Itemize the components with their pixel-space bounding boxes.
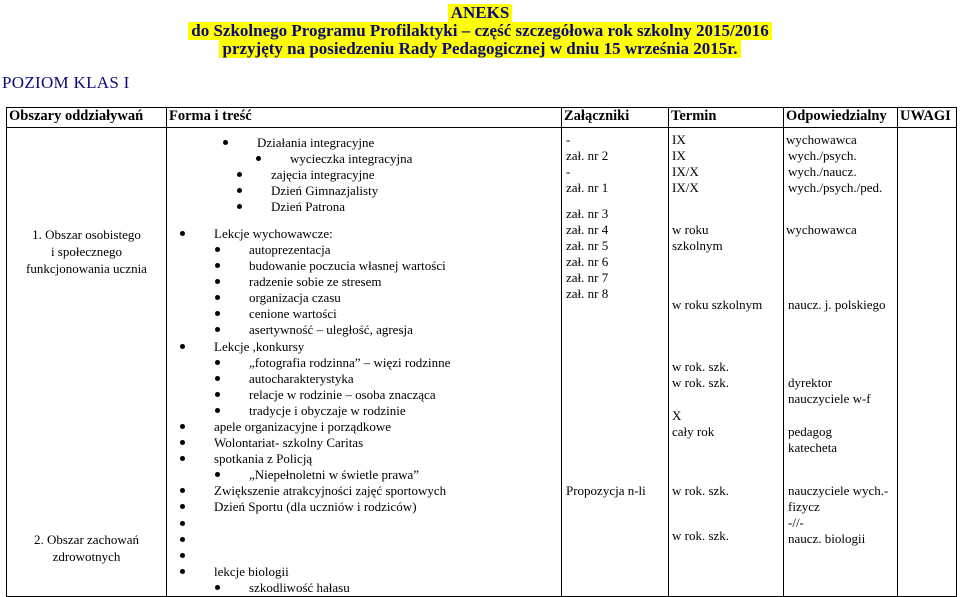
attachment-item: zał. nr 6 bbox=[566, 254, 609, 269]
terms-cell bbox=[669, 128, 784, 597]
form-item: „fotografia rodzinna” – więzi rodzinne bbox=[249, 355, 451, 370]
form-item: spotkania z Policją bbox=[214, 451, 313, 466]
area-1-line-2: i społecznego bbox=[50, 244, 123, 259]
term-item: w rok. szk. bbox=[672, 359, 730, 374]
form-item: Zwiększenie atrakcyjności zajęć sportowych bbox=[214, 483, 447, 498]
bullet-icon bbox=[215, 472, 220, 477]
bullet-icon bbox=[215, 295, 220, 300]
document-subtitle-2: przyjęty na posiedzeniu Rady Pedagogicznej w dniu 15 września 2015r. bbox=[219, 40, 740, 58]
bullet-icon bbox=[180, 231, 185, 236]
form-item: relacje w rodzinie – osoba znacząca bbox=[249, 387, 436, 402]
area-2-line-2: zdrowotnych bbox=[52, 549, 121, 564]
attachment-item: - bbox=[566, 132, 571, 147]
bullet-icon bbox=[237, 204, 242, 209]
form-item: budowanie poczucia własnej wartości bbox=[249, 258, 446, 273]
responsible-item: naucz. biologii bbox=[788, 531, 866, 546]
bullet-icon bbox=[180, 456, 185, 461]
responsible-item: nauczyciele wych.- bbox=[788, 483, 889, 498]
term-item: w rok. szk. bbox=[672, 528, 730, 543]
header-term: Termin bbox=[669, 108, 784, 128]
area-1-line-3: funkcjonowania ucznia bbox=[26, 261, 147, 276]
form-item: wycieczka integracyjna bbox=[290, 151, 413, 166]
form-item: tradycje i obyczaje w rodzinie bbox=[249, 403, 406, 418]
form-item: Lekcje wychowawcze: bbox=[214, 226, 333, 241]
program-table bbox=[6, 107, 957, 597]
bullet-icon bbox=[223, 140, 228, 145]
bullet-icon bbox=[237, 188, 242, 193]
bullet-icon bbox=[180, 569, 185, 574]
form-item: autocharakterystyka bbox=[249, 371, 354, 386]
term-item: szkolnym bbox=[672, 238, 723, 253]
area-1-line-1: 1. Obszar osobistego bbox=[32, 227, 141, 242]
responsible-item: fizycz bbox=[788, 499, 820, 514]
attachment-item: zał. nr 8 bbox=[566, 286, 609, 301]
header-attachments: Załączniki bbox=[562, 108, 669, 128]
bullet-icon bbox=[215, 408, 220, 413]
bullet-icon bbox=[215, 247, 220, 252]
form-item: asertywność – uległość, agresja bbox=[249, 322, 413, 337]
form-item: autoprezentacja bbox=[249, 242, 331, 257]
term-item: w rok. szk. bbox=[672, 375, 730, 390]
form-item: apele organizacyjne i porządkowe bbox=[214, 419, 391, 434]
attachment-item: Propozycja n-li bbox=[566, 483, 646, 498]
area-2-line-1: 2. Obszar zachowań bbox=[33, 532, 140, 547]
bullet-icon bbox=[215, 279, 220, 284]
document-title: ANEKS bbox=[448, 4, 513, 22]
bullet-icon bbox=[215, 263, 220, 268]
term-item: w roku szkolnym bbox=[672, 297, 763, 312]
term-item: IX bbox=[672, 132, 686, 147]
responsible-item: -//- bbox=[788, 515, 804, 530]
responsible-item: wychowawca bbox=[786, 222, 857, 237]
form-item: szkodliwość hałasu bbox=[249, 580, 350, 595]
form-item: Dzień Gimnazjalisty bbox=[271, 183, 379, 198]
form-item: Wolontariat- szkolny Caritas bbox=[214, 435, 364, 450]
bullet-icon bbox=[180, 344, 185, 349]
term-item: IX/X bbox=[672, 180, 699, 195]
form-item: radzenie sobie ze stresem bbox=[249, 274, 382, 289]
responsible-item: nauczyciele w-f bbox=[788, 391, 871, 406]
bullet-icon bbox=[215, 311, 220, 316]
term-item: w roku bbox=[672, 222, 709, 237]
term-item: IX/X bbox=[672, 164, 699, 179]
form-item: lekcje biologii bbox=[214, 564, 289, 579]
responsible-item: wych./naucz. bbox=[788, 164, 857, 179]
responsible-item: katecheta bbox=[788, 440, 838, 455]
bullet-icon bbox=[180, 488, 185, 493]
header-notes: UWAGI bbox=[898, 108, 957, 128]
responsible-cell bbox=[784, 128, 898, 597]
attachment-item: zał. nr 1 bbox=[566, 180, 609, 195]
attachment-item: zał. nr 3 bbox=[566, 206, 609, 221]
responsible-item: naucz. j. polskiego bbox=[788, 297, 886, 312]
bullet-icon bbox=[180, 424, 185, 429]
form-item: zajęcia integracyjne bbox=[271, 167, 375, 182]
areas-cell bbox=[7, 128, 167, 597]
document-header bbox=[0, 4, 960, 58]
document-subtitle-1: do Szkolnego Programu Profilaktyki – część szczegółowa rok szkolny 2015/2016 bbox=[188, 22, 772, 40]
bullet-icon bbox=[180, 553, 185, 558]
term-item: X bbox=[672, 408, 682, 423]
section-title: POZIOM KLAS I bbox=[2, 73, 130, 92]
responsible-item: dyrektor bbox=[788, 375, 833, 390]
table-header-row bbox=[7, 108, 957, 128]
attachment-item: - bbox=[566, 164, 571, 179]
term-item: IX bbox=[672, 148, 686, 163]
bullet-icon bbox=[180, 537, 185, 542]
bullet-icon bbox=[256, 156, 261, 161]
form-item: „Niepełnoletni w świetle prawa” bbox=[249, 467, 420, 482]
header-areas: Obszary oddziaływań bbox=[7, 108, 167, 128]
responsible-item: wych./psych. bbox=[788, 148, 857, 163]
term-item: cały rok bbox=[672, 424, 715, 439]
bullet-icon bbox=[215, 360, 220, 365]
form-item: organizacja czasu bbox=[249, 290, 341, 305]
term-item: w rok. szk. bbox=[672, 483, 730, 498]
form-item: Lekcje ,konkursy bbox=[214, 339, 305, 354]
responsible-item: wychowawca bbox=[786, 132, 857, 147]
table-row bbox=[7, 128, 957, 597]
notes-cell bbox=[898, 128, 957, 597]
bullet-icon bbox=[180, 504, 185, 509]
form-item: Dzień Sportu (dla uczniów i rodziców) bbox=[214, 499, 417, 514]
bullet-icon bbox=[180, 521, 185, 526]
attachments-cell bbox=[562, 128, 669, 597]
attachment-item: zał. nr 4 bbox=[566, 222, 609, 237]
form-item: Dzień Patrona bbox=[271, 199, 346, 214]
bullet-icon bbox=[215, 376, 220, 381]
responsible-item: wych./psych./ped. bbox=[788, 180, 883, 195]
forms-cell bbox=[167, 128, 562, 597]
form-item: cenione wartości bbox=[249, 306, 337, 321]
responsible-item: pedagog bbox=[788, 424, 833, 439]
bullet-icon bbox=[215, 327, 220, 332]
bullet-icon bbox=[215, 392, 220, 397]
bullet-icon bbox=[237, 172, 242, 177]
header-responsible: Odpowiedzialny bbox=[784, 108, 898, 128]
attachment-item: zał. nr 7 bbox=[566, 270, 609, 285]
header-form: Forma i treść bbox=[167, 108, 562, 128]
attachment-item: zał. nr 5 bbox=[566, 238, 609, 253]
bullet-icon bbox=[180, 440, 185, 445]
form-item: Działania integracyjne bbox=[257, 135, 375, 150]
attachment-item: zał. nr 2 bbox=[566, 148, 609, 163]
